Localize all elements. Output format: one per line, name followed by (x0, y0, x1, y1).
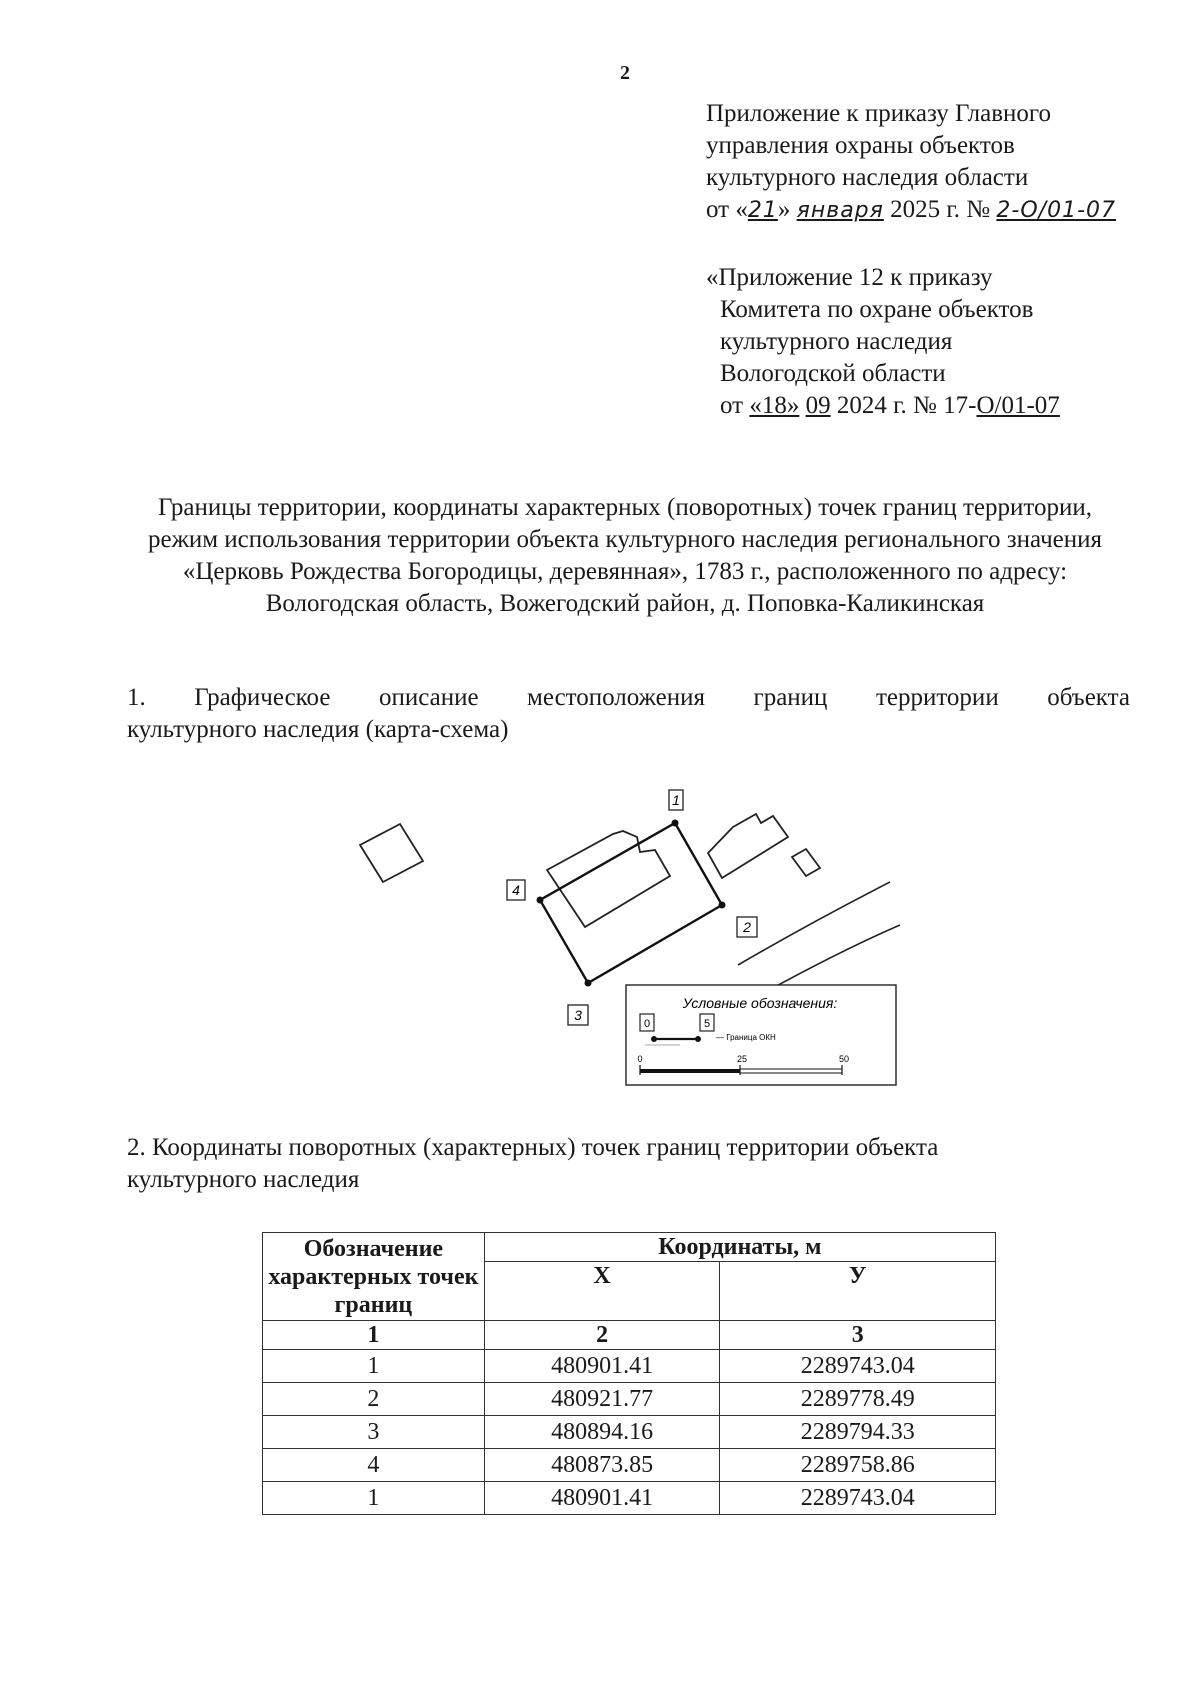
section-1-heading (127, 682, 1130, 746)
cell-y: 2289743.04 (720, 1350, 996, 1383)
annex-prev-date-prefix: от (720, 392, 744, 419)
cell-x: 480901.41 (484, 1482, 720, 1515)
annex-line: культурного наследия области (706, 164, 1029, 191)
section-1-word: Графическое (194, 684, 331, 711)
scale-label-25: 25 (736, 1054, 748, 1064)
map-point-label-2: 2 (743, 919, 751, 935)
section-2-line-2: культурного наследия (127, 1166, 360, 1193)
page-number: 2 (620, 62, 630, 84)
cell-x: 480901.41 (484, 1350, 720, 1383)
section-1-line-1 (127, 682, 1130, 714)
building-northeast (708, 814, 788, 878)
legend-boundary-label: — Граница ОКН (716, 1033, 776, 1042)
annex-prev-line: Комитета по охране объектов (720, 296, 1034, 323)
road-line-inner (738, 882, 890, 965)
coordinates-table (262, 1232, 996, 1515)
cell-y: 2289794.33 (720, 1416, 996, 1449)
cell-x: 480921.77 (484, 1383, 720, 1416)
handwritten-number: 2-О/01-07 (996, 198, 1117, 223)
annex-date-prefix: от « (706, 196, 748, 223)
building-west (360, 824, 423, 882)
boundary-point-3 (585, 980, 592, 987)
boundary-point-4 (537, 897, 544, 904)
cell-y: 2289778.49 (720, 1383, 996, 1416)
header-y: У (720, 1262, 996, 1321)
legend-title: Условные обозначения: (682, 995, 838, 1011)
table-row (263, 1416, 996, 1449)
column-number: 3 (720, 1321, 996, 1350)
scale-label-0: 0 (637, 1054, 643, 1064)
building-small-east (792, 849, 820, 876)
legend-point-b: 5 (703, 1018, 711, 1030)
annex-prev-line: Вологодской области (720, 360, 946, 387)
cell-point: 1 (263, 1350, 485, 1383)
annex-line: управления охраны объектов (706, 132, 1015, 159)
map-point-label-3: 3 (574, 1007, 582, 1023)
cell-point: 1 (263, 1482, 485, 1515)
table-row (263, 1449, 996, 1482)
header-coordinates: Координаты, м (484, 1233, 995, 1262)
annex-prev-day: «18» (749, 392, 800, 419)
annex-prev-line: культурного наследия (720, 328, 953, 355)
section-1-word: описание (378, 684, 479, 711)
cell-point: 3 (263, 1416, 485, 1449)
column-number: 1 (263, 1321, 485, 1350)
annex-prev-number: О/01-07 (976, 392, 1060, 419)
legend-point-dot-b (695, 1036, 701, 1042)
section-1-word: границ (753, 684, 828, 711)
cell-y: 2289743.04 (720, 1482, 996, 1515)
header-x: X (484, 1262, 720, 1321)
boundary-point-2 (719, 902, 726, 909)
legend-point-dot-a (651, 1036, 657, 1042)
annex-line: Приложение к приказу Главного (706, 100, 1052, 127)
cell-point: 4 (263, 1449, 485, 1482)
map-point-label-4: 4 (512, 882, 520, 898)
annex-date-year: 2025 г. № (890, 196, 991, 223)
section-2-heading (127, 1132, 938, 1196)
annex-prev-month: 09 (805, 392, 831, 419)
annex-header (706, 98, 1116, 227)
cell-y: 2289758.86 (720, 1449, 996, 1482)
handwritten-month: января (796, 198, 884, 223)
document-title: Границы территории, координаты характерных (поворотных) точек границ территории, режим использования территории объекта культурного наследия регионального значения «Церковь Рождества Богородицы, деревянная», 1783 г., расположенного по адресу: Вологодская область, Вожегодский район, д. Поповка-Каликинская (147, 494, 1103, 617)
annex-date (706, 194, 1116, 227)
header-point-designation: Обозначение характерных точек границ (263, 1233, 485, 1321)
table-row (263, 1482, 996, 1515)
coordinates-rows (263, 1350, 996, 1515)
section-1-word: 1. (127, 684, 146, 711)
section-1-word: местоположения (527, 684, 705, 711)
site-map-scheme (340, 755, 900, 1095)
section-2-line-1: 2. Координаты поворотных (характерных) точек границ территории объекта (127, 1134, 939, 1161)
territory-boundary (540, 823, 722, 983)
map-point-label-1: 1 (672, 792, 680, 808)
handwritten-day: 21 (747, 198, 778, 223)
cell-point: 2 (263, 1383, 485, 1416)
section-1-word: территории (875, 684, 999, 711)
annex-prev-year: 2024 г. № 17- (836, 392, 977, 419)
annex-previous (706, 262, 1060, 422)
cell-x: 480894.16 (484, 1416, 720, 1449)
church-outline (547, 831, 670, 927)
annex-date-mid: » (777, 196, 791, 223)
section-1-word: объекта (1047, 684, 1130, 711)
cell-x: 480873.85 (484, 1449, 720, 1482)
scale-label-50: 50 (838, 1054, 850, 1064)
table-row (263, 1383, 996, 1416)
annex-prev-date (706, 390, 1060, 422)
column-number: 2 (484, 1321, 720, 1350)
boundary-point-1 (672, 820, 679, 827)
table-row (263, 1350, 996, 1383)
section-1-line-2: культурного наследия (карта-схема) (127, 716, 509, 743)
legend-point-a: 0 (643, 1018, 651, 1030)
annex-prev-line: «Приложение 12 к приказу (706, 264, 993, 291)
